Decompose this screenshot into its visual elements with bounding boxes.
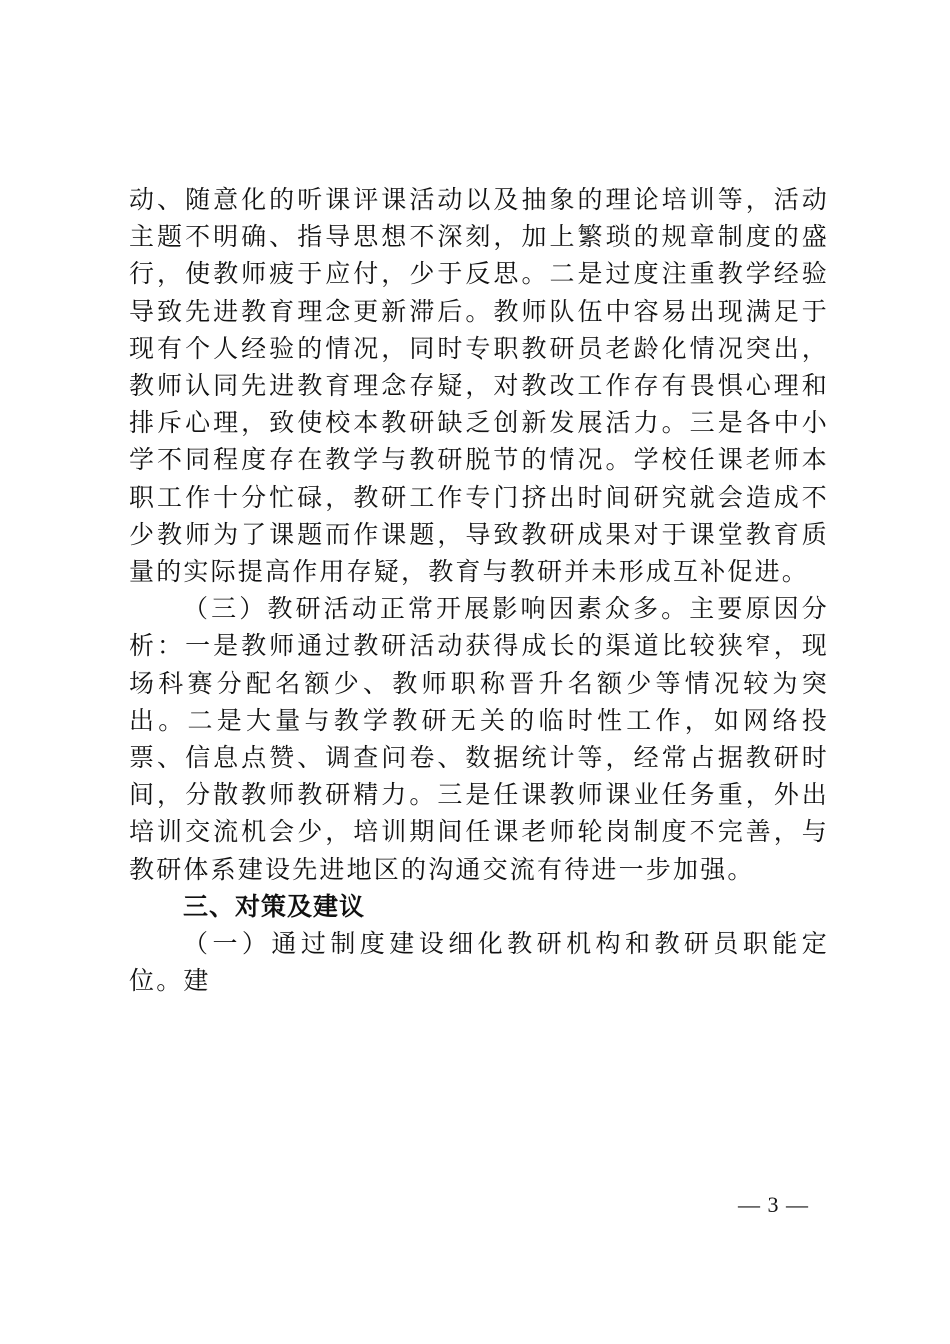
paragraph-continued: 动、随意化的听课评课活动以及抽象的理论培训等，活动主题不明确、指导思想不深刻，加上繁琐的规章制度的盛行，使教师疲于应付，少于反思。二是过度注重教学经验导致先进教育理念更新滞后。教师队伍中容易出现满足于现有个人经验的情况，同时专职教研员老龄化情况突出，教师认同先进教育理念存疑，对教改工作存有畏惧心理和排斥心理，致使校本教研缺乏创新发展活力。三是各中小学不同程度存在教学与教研脱节的情况。学校任课老师本职工作十分忙碌，教研工作专门挤出时间研究就会造成不少教师为了课题而作课题，导致教研成果对于课堂教育质量的实际提高作用存疑，教育与教研并未形成互补促进。 bbox=[129, 185, 829, 587]
paragraph-subsection-one: （一）通过制度建设细化教研机构和教研员职能定位。建 bbox=[129, 929, 829, 996]
section-heading: 三、对策及建议 bbox=[183, 891, 366, 921]
page-number: — 3 — bbox=[738, 1192, 809, 1217]
paragraph-section-three: （三）教研活动正常开展影响因素众多。主要原因分析：一是教师通过教研活动获得成长的渠道比较狭窄，现场科赛分配名额少、教师职称晋升名额少等情况较为突出。二是大量与教学教研无关的临时性工作，如网络投票、信息点赞、调查问卷、数据统计等，经常占据教研时间，分散教师教研精力。三是任课教师课业任务重，外出培训交流机会少，培训期间任课老师轮岗制度不完善，与教研体系建设先进地区的沟通交流有待进一步加强。 bbox=[129, 594, 829, 884]
document-body bbox=[129, 181, 829, 999]
